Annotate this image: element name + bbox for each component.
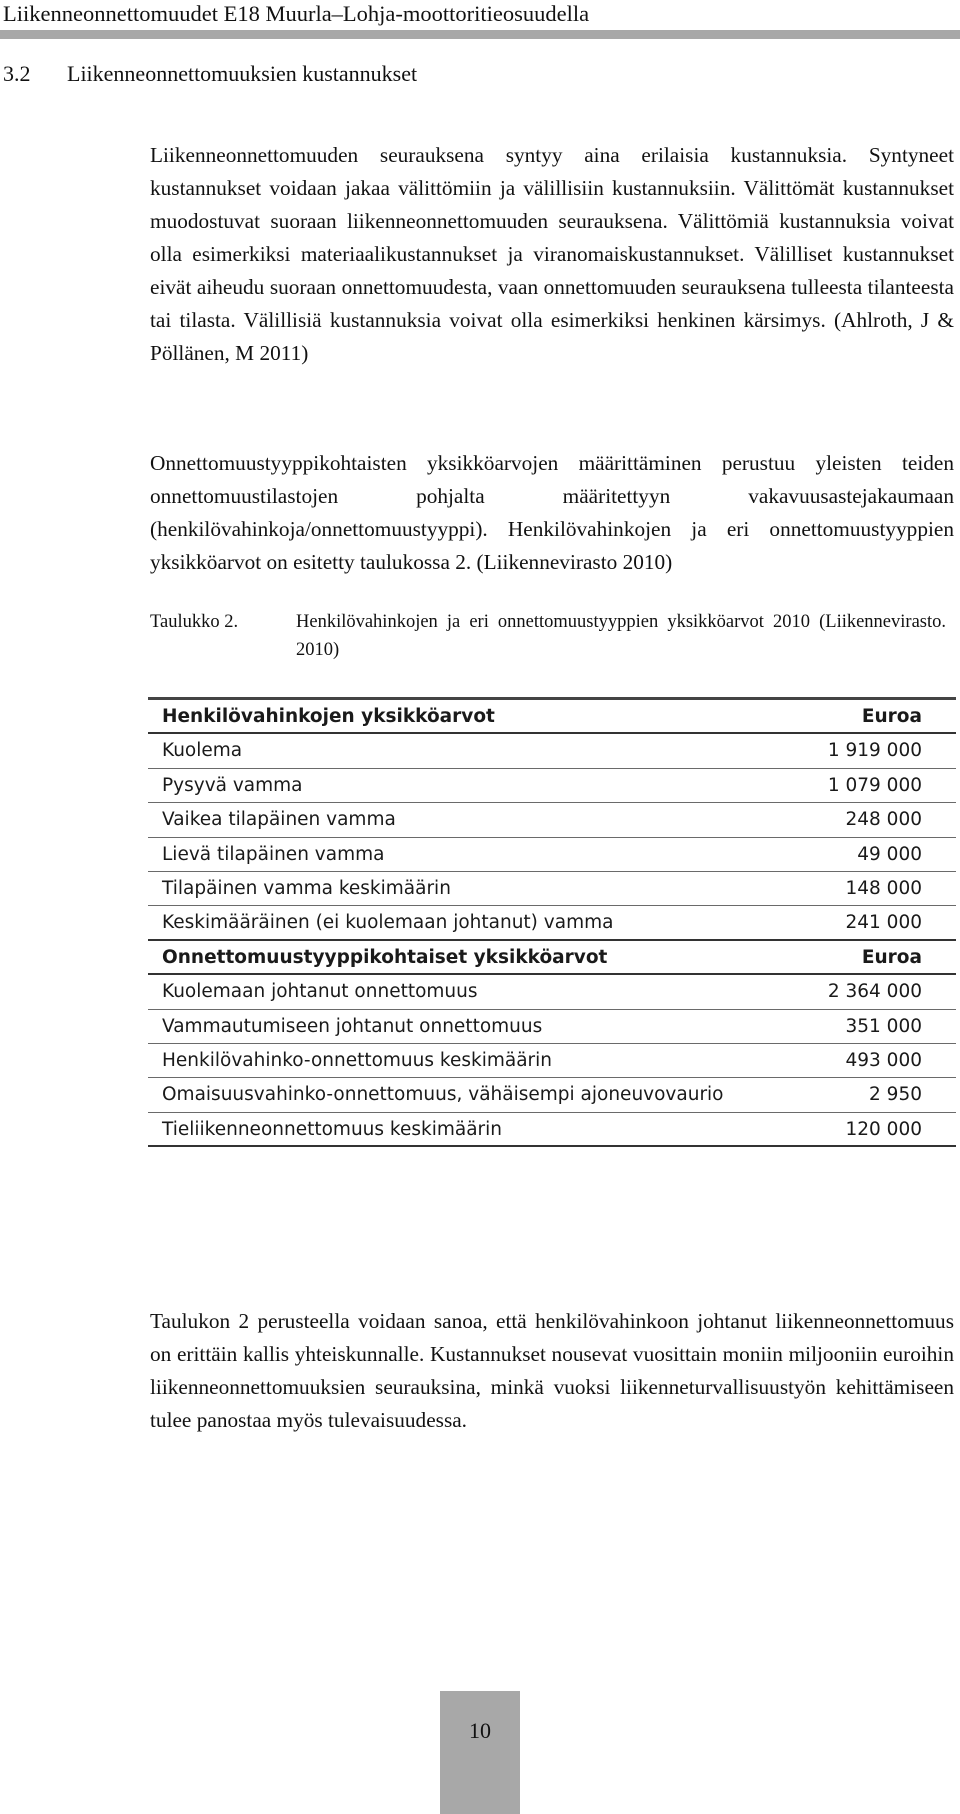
table-caption-text: Henkilövahinkojen ja eri onnettomuustyyppien yksikköarvot 2010 (Liikennevirasto. 2010) — [296, 612, 946, 660]
table-cell-label: Kuolemaan johtanut onnettomuus — [162, 981, 478, 1003]
table-row — [148, 975, 956, 1009]
section-heading — [3, 61, 417, 87]
table-cell-value: 248 000 — [845, 809, 922, 831]
table-cell-value: 120 000 — [845, 1118, 922, 1140]
table-row — [148, 734, 956, 768]
table-row — [148, 872, 956, 906]
table-cell-value: 2 950 — [869, 1084, 922, 1106]
table-cell-label: Keskimääräinen (ei kuolemaan johtanut) vamma — [162, 912, 614, 934]
unit-values-table — [148, 697, 956, 1147]
table-cell-value: 148 000 — [845, 877, 922, 899]
section-title: Liikenneonnettomuuksien kustannukset — [67, 61, 418, 86]
header-rule — [0, 30, 960, 39]
table-cell-label: Lievä tilapäinen vamma — [162, 843, 385, 865]
table-cell-value: 2 364 000 — [827, 981, 922, 1003]
page-number-box — [440, 1691, 520, 1814]
table-cell-label: Vammautumiseen johtanut onnettomuus — [162, 1015, 543, 1037]
table-cell-label: Omaisuusvahinko-onnettomuus, vähäisempi ajoneuvovaurio — [162, 1084, 724, 1106]
table-cell-value: 241 000 — [845, 912, 922, 934]
table-cell-value: Euroa — [861, 946, 922, 968]
paragraph-costs-intro: Liikenneonnettomuuden seurauksena syntyy aina erilaisia kustannuksia. Syntyneet kustannukset voidaan jakaa välittömiin ja välillisiin kustannuksiin. Välittömät kustannukset muodostuvat suoraan liikenneonnettomuuden seurauksena. Välittömiä kustannuksia voivat olla esimerkiksi materiaalikustannukset ja viranomaiskustannukset. Välilliset kustannukset eivät aiheudu suoraan onnettomuudesta, vaan onnettomuuden seurauksena tulleesta tilanteesta tai tilasta. Välillisiä kustannuksia voivat olla esimerkiksi henkinen kärsimys. (Ahlroth, J & Pöllänen, M 2011) — [150, 143, 954, 366]
table-cell-value: 351 000 — [845, 1015, 922, 1037]
table-caption-label: Taulukko 2. — [150, 612, 239, 632]
paragraph-conclusion: Taulukon 2 perusteella voidaan sanoa, että henkilövahinkoon johtanut liikenneonnettomuus on erittäin kallis yhteiskunnalle. Kustannukset nousevat vuosittain moniin miljooniin euroihin liikenneonnettomuuksien seurauksina, minkä vuoksi liikenneturvallisuustyön kehittämiseen tulee panostaa myös tulevaisuudessa. — [150, 1309, 954, 1433]
table-cell-label: Vaikea tilapäinen vamma — [162, 809, 396, 831]
paragraph-unit-values: Onnettomuustyyppikohtaisten yksikköarvojen määrittäminen perustuu yleisten teiden onnettomuustilastojen pohjalta määritettyyn vakavuusastejakaumaan (henkilövahinkoja/onnettomuustyyppi). Henkilövahinkojen ja eri onnettomuustyyppien yksikköarvot on esitetty taulukossa 2. (Liikennevirasto 2010) — [150, 451, 954, 575]
table-cell-value: 49 000 — [857, 843, 922, 865]
table-cell-label: Henkilövahinko-onnettomuus keskimäärin — [162, 1049, 552, 1071]
page-number: 10 — [469, 1718, 491, 1743]
table-row — [148, 769, 956, 803]
running-header-title: Liikenneonnettomuudet E18 Muurla–Lohja-moottoritieosuudella — [3, 1, 590, 26]
table-cell-value: 1 919 000 — [827, 740, 922, 762]
table-cell-value: Euroa — [861, 706, 922, 727]
table-row — [148, 906, 956, 940]
running-header — [0, 0, 960, 30]
table-cell-value: 493 000 — [845, 1049, 922, 1071]
table-cell-label: Kuolema — [162, 740, 243, 762]
table-cell-label: Tieliikenneonnettomuus keskimäärin — [162, 1118, 503, 1140]
table-header-row — [148, 941, 956, 975]
table-row — [148, 803, 956, 837]
table-cell-value: 1 079 000 — [827, 774, 922, 796]
table-row — [148, 838, 956, 872]
table-row — [148, 1010, 956, 1044]
table-row — [148, 1044, 956, 1078]
table-cell-label: Onnettomuustyyppikohtaiset yksikköarvot — [162, 946, 608, 968]
table-cell-label: Henkilövahinkojen yksikköarvot — [162, 706, 495, 727]
section-number: 3.2 — [3, 61, 31, 86]
table-row — [148, 1078, 956, 1112]
table-header-row — [148, 700, 956, 734]
table-cell-label: Tilapäinen vamma keskimäärin — [162, 877, 451, 899]
table-row — [148, 1113, 956, 1147]
table-cell-label: Pysyvä vamma — [162, 774, 303, 796]
